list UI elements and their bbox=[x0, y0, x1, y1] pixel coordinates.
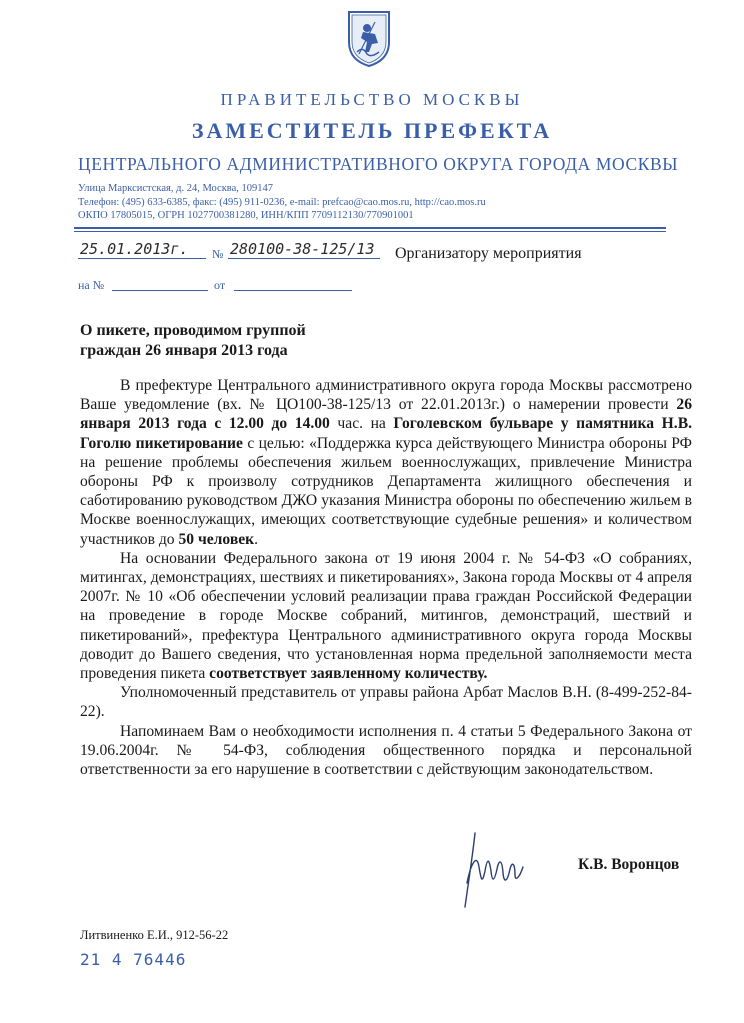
paragraph-3: Уполномоченный представитель от управы района Арбат Маслов В.Н. (8-499-252-84-22). bbox=[80, 684, 692, 721]
header-divider bbox=[74, 227, 666, 229]
letter-body bbox=[80, 376, 692, 779]
from-label: от bbox=[214, 278, 226, 292]
paragraph-2: На основании Федерального закона от 19 июня 2004 г. № 54-ФЗ «О собраниях, митингах, демонстрациях, шествиях и пикетированиях», Закона города Москвы от 4 апреля 2007г. № 10 «Об обеспечении условий реализации права граждан Российской Федерации на проведение в городе Москве собраний, митингов, демонстраций, шествий и пикетирований», префектура Центрального административного округа города Москвы доводит до Вашего сведения, что установленная норма предельной заполняемости места проведения пикета соответствует заявленному количеству. bbox=[80, 549, 692, 683]
handwritten-signature bbox=[455, 823, 545, 913]
deputy-prefect-title: ЗАМЕСТИТЕЛЬ ПРЕФЕКТА bbox=[191, 118, 553, 143]
signatory-name: К.В. Воронцов bbox=[578, 856, 680, 873]
paragraph-4: Напоминаем Вам о необходимости исполнения п. 4 статьи 5 Федерального Закона от 19.06.2004г. № 54-ФЗ, соблюдения общественного порядка и персональной ответственности за его нарушение в соответствии с действующим законодательством. bbox=[80, 722, 692, 779]
contact-phone: Телефон: (495) 633-6385, факс: (495) 911-0236, e-mail: prefcao@cao.mos.ru, http://cao.mos.ru bbox=[78, 197, 486, 208]
org-ids: ОКПО 17805015, ОГРН 1027700381280, ИНН/КПП 7709112130/770901001 bbox=[78, 210, 414, 221]
number-label: № bbox=[212, 247, 224, 261]
na-number-line bbox=[112, 290, 208, 291]
government-title: ПРАВИТЕЛЬСТВО МОСКВЫ bbox=[220, 90, 524, 109]
reference-date: 25.01.2013г. bbox=[80, 240, 189, 258]
number-line bbox=[228, 258, 380, 259]
registration-number: 21 4 76446 bbox=[80, 950, 187, 969]
subject bbox=[80, 321, 306, 361]
district-title: ЦЕНТРАЛЬНОГО АДМИНИСТРАТИВНОГО ОКРУГА ГОРОДА МОСКВЫ bbox=[78, 154, 679, 174]
recipient: Организатору мероприятия bbox=[395, 245, 582, 262]
moscow-coat-of-arms-icon bbox=[345, 8, 393, 68]
na-number-label: на № bbox=[78, 278, 105, 292]
executor-contact: Литвиненко Е.И., 912-56-22 bbox=[80, 928, 229, 942]
address: Улица Марксистская, д. 24, Москва, 109147 bbox=[78, 183, 274, 194]
header-divider-thin bbox=[74, 231, 666, 232]
subject-line-1: О пикете, проводимом группой bbox=[80, 322, 306, 339]
reference-number: 280100-38-125/13 bbox=[230, 240, 375, 258]
subject-line-2: граждан 26 января 2013 года bbox=[80, 342, 288, 359]
paragraph-1: В префектуре Центрального административного округа города Москвы рассмотрено Ваше уведомление (вх. № ЦО100-38-125/13 от 22.01.2013г.) о намерении провести 26 января 2013 года с 12.00 до 14.00 час. на Гоголевском бульваре у памятника Н.В. Гоголю пикетирование с целью: «Поддержка курса действующего Министра обороны РФ на решение проблемы обеспечения жильем военнослужащих, привлечение Министра обороны РФ к произволу сотрудников Департамента жилищного обеспечения и саботированию руководством ДЖО указания Министра обороны по обеспечению жильем в Москве военнослужащих, имеющих соответствующие судебные решения» и количеством участников до 50 человек. bbox=[80, 377, 692, 548]
date-line bbox=[78, 258, 206, 259]
from-date-line bbox=[234, 290, 352, 291]
